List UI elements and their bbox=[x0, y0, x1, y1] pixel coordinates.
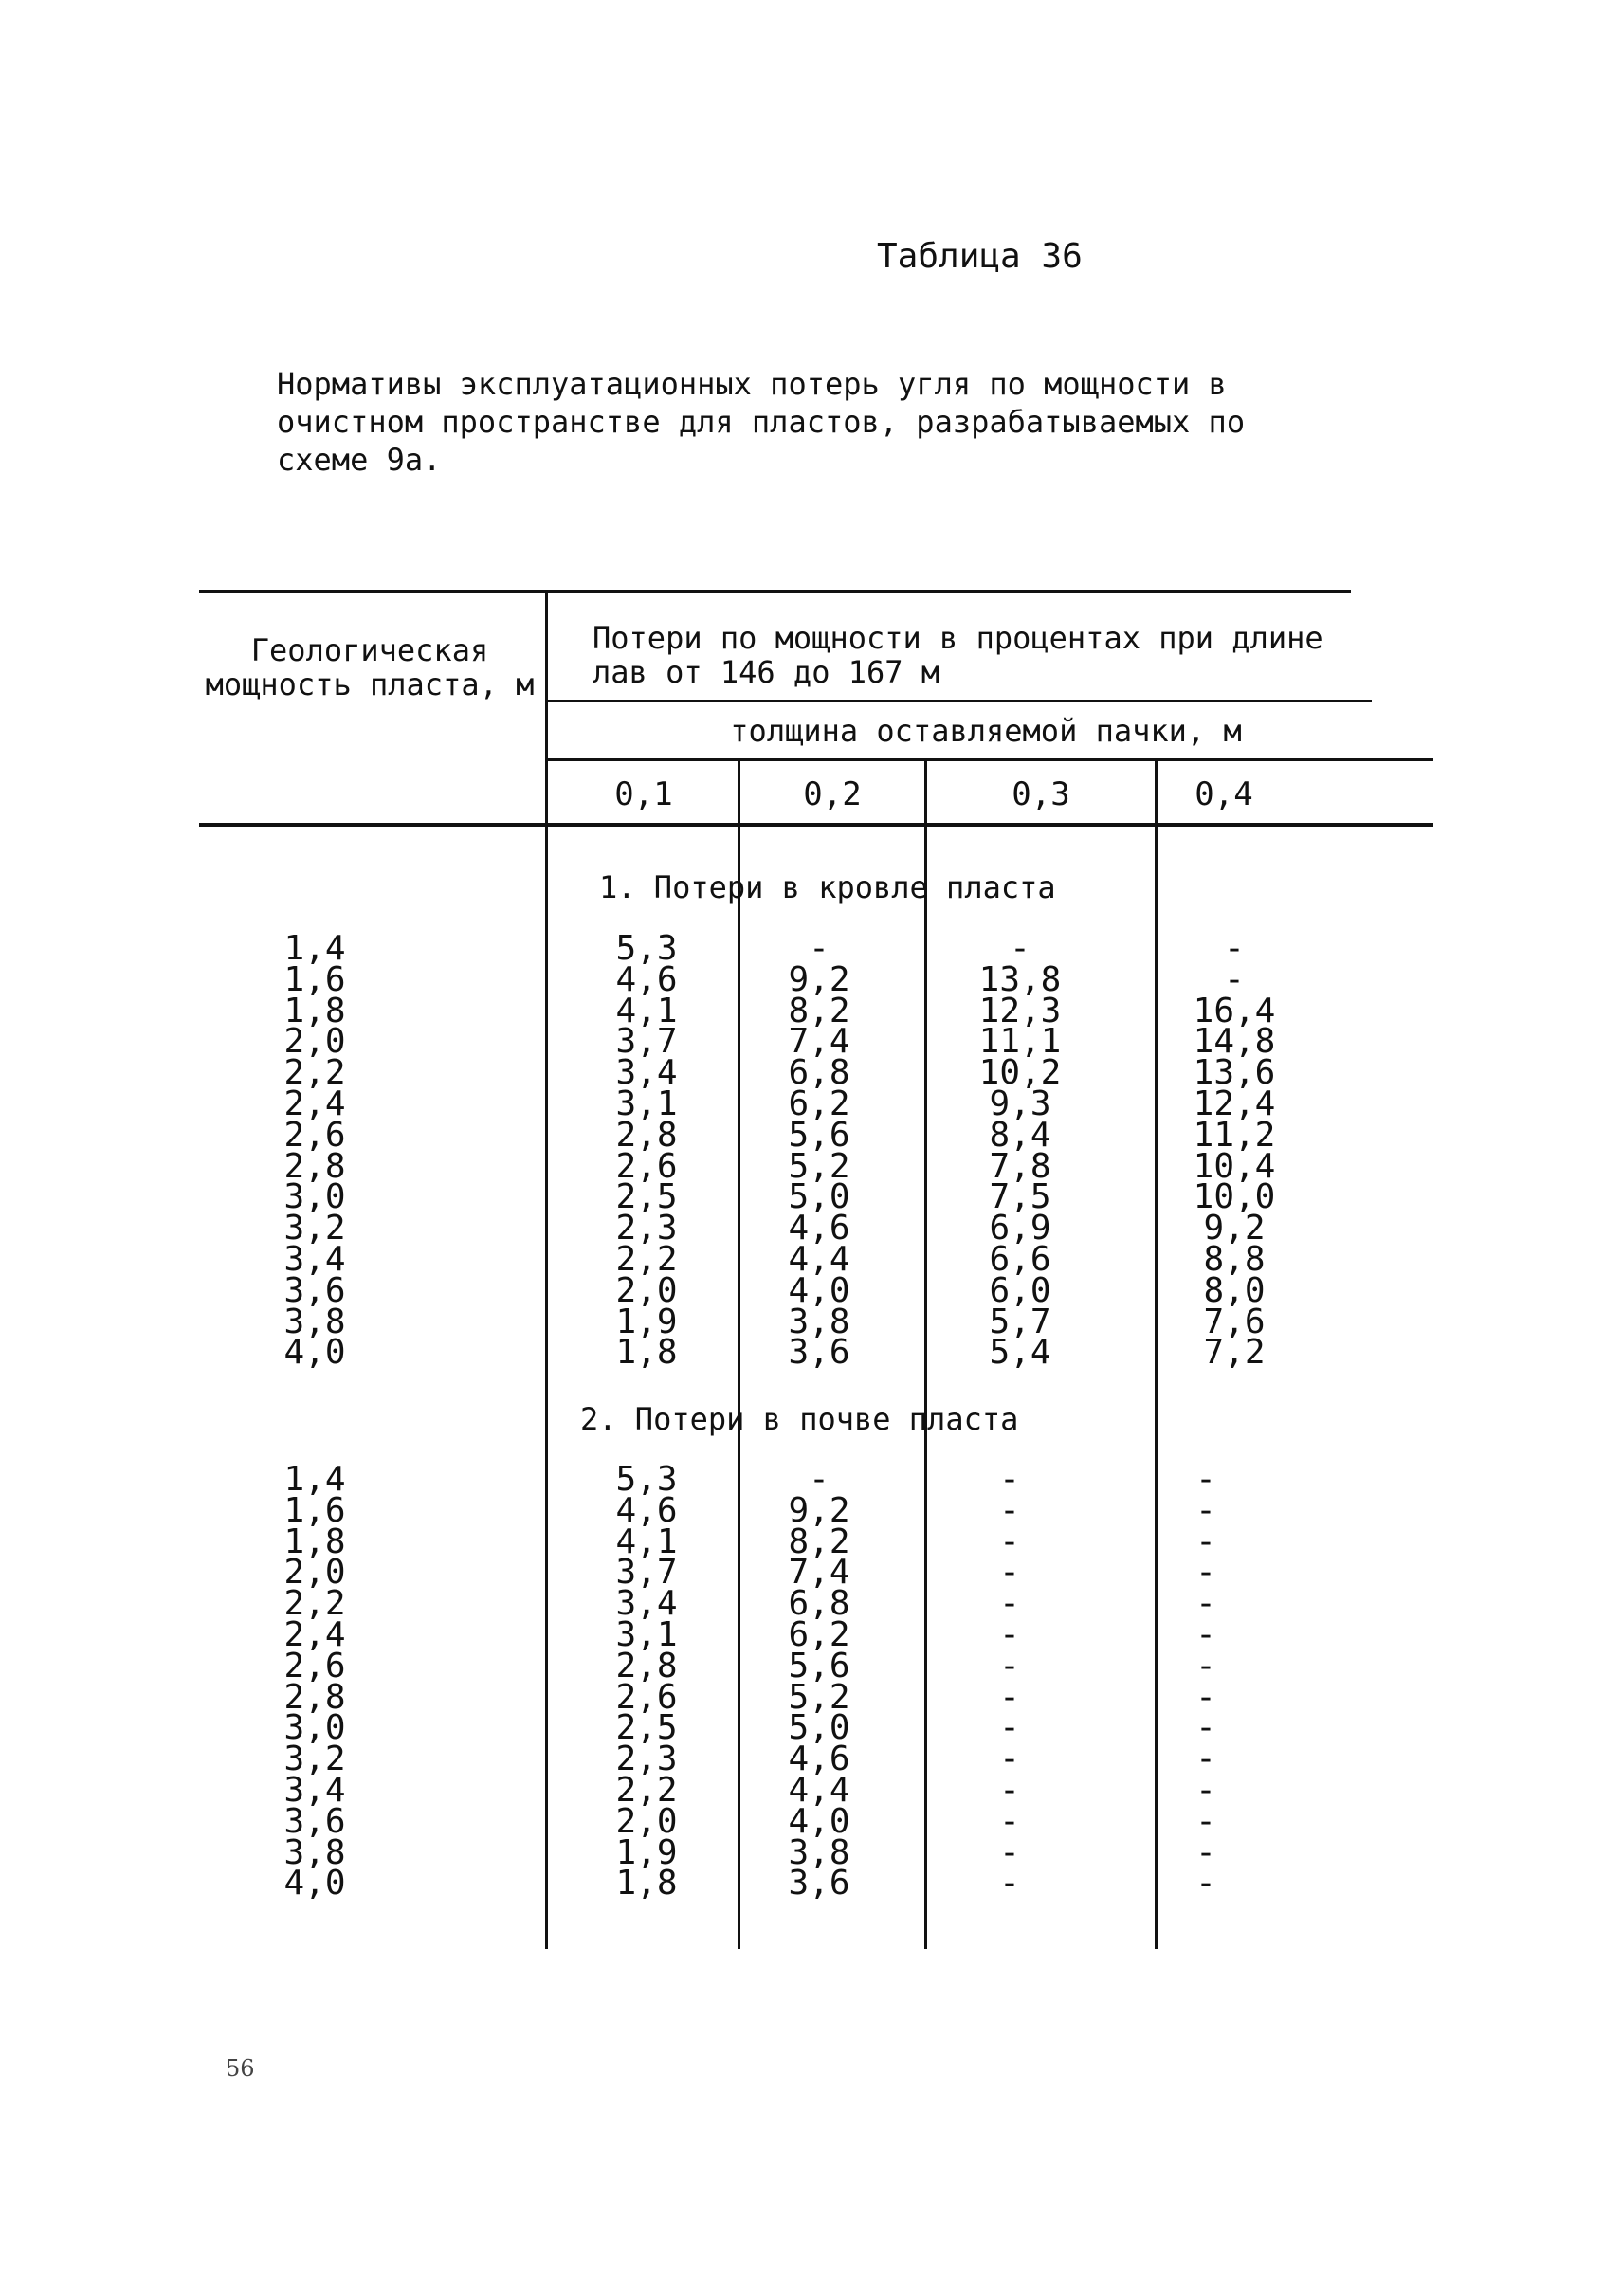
divider-geo bbox=[545, 593, 548, 1949]
section1-geo-values: 1,4 1,6 1,8 2,0 2,2 2,4 2,6 2,8 3,0 3,2 3,4 3,6 3,8 4,0 bbox=[283, 929, 346, 1373]
subcolumn-0-2: 0,2 bbox=[803, 775, 862, 813]
subcolumn-0-4: 0,4 bbox=[1194, 775, 1253, 813]
section2-col01-values: 5,3 4,6 4,1 3,7 3,4 3,1 2,8 2,6 2,5 2,3 2,2 2,0 1,9 1,8 bbox=[615, 1460, 678, 1904]
table-title: Таблица 36 bbox=[877, 237, 1083, 276]
section1-col03-values: - 13,8 12,3 11,1 10,2 9,3 8,4 7,8 7,5 6,9 6,6 6,0 5,7 5,4 bbox=[978, 929, 1062, 1373]
header-bottom-rule bbox=[199, 823, 1433, 827]
table-top-rule bbox=[199, 590, 1351, 593]
section2-col03-values: - - - - - - - - - - - - - - bbox=[999, 1460, 1020, 1904]
column-header-losses: Потери по мощности в процентах при длине лав от 146 до 167 м bbox=[593, 620, 1323, 690]
section2-col02-values: - 9,2 8,2 7,4 6,8 6,2 5,6 5,2 5,0 4,6 4,4 4,0 3,8 3,6 bbox=[788, 1460, 850, 1904]
section1-col04-values: - - 16,4 14,8 13,6 12,4 11,2 10,4 10,0 9,2 8,8 8,0 7,6 7,2 bbox=[1193, 929, 1276, 1373]
section1-col01-values: 5,3 4,6 4,1 3,7 3,4 3,1 2,8 2,6 2,5 2,3 2,2 2,0 1,9 1,8 bbox=[615, 929, 678, 1373]
section1-col02-values: - 9,2 8,2 7,4 6,8 6,2 5,6 5,2 5,0 4,6 4,4 4,0 3,8 3,6 bbox=[788, 929, 850, 1373]
column-header-thickness: толщина оставляемой пачки, м bbox=[730, 713, 1242, 749]
divider-02-03 bbox=[924, 761, 927, 1949]
section2-geo-values: 1,4 1,6 1,8 2,0 2,2 2,4 2,6 2,8 3,0 3,2 3,4 3,6 3,8 4,0 bbox=[283, 1460, 346, 1904]
subcolumn-0-3: 0,3 bbox=[1012, 775, 1070, 813]
subcolumn-top-rule bbox=[547, 758, 1433, 761]
page-number: 56 bbox=[226, 2055, 255, 2082]
section-title-roof: 1. Потери в кровле пласта bbox=[599, 869, 1056, 905]
section2-col04-values: - - - - - - - - - - - - - - bbox=[1195, 1460, 1216, 1904]
subcolumn-0-1: 0,1 bbox=[614, 775, 673, 813]
divider-01-02 bbox=[738, 761, 740, 1949]
table-caption: Нормативы эксплуатационных потерь угля по мощности в очистном пространстве для пластов, разрабатываемых по схеме 9а. bbox=[277, 366, 1246, 478]
column-header-geological-thickness: Геологическая мощность пласта, м bbox=[205, 632, 535, 702]
section-title-floor: 2. Потери в почве пласта bbox=[580, 1401, 1019, 1437]
thickness-rule bbox=[547, 700, 1372, 702]
